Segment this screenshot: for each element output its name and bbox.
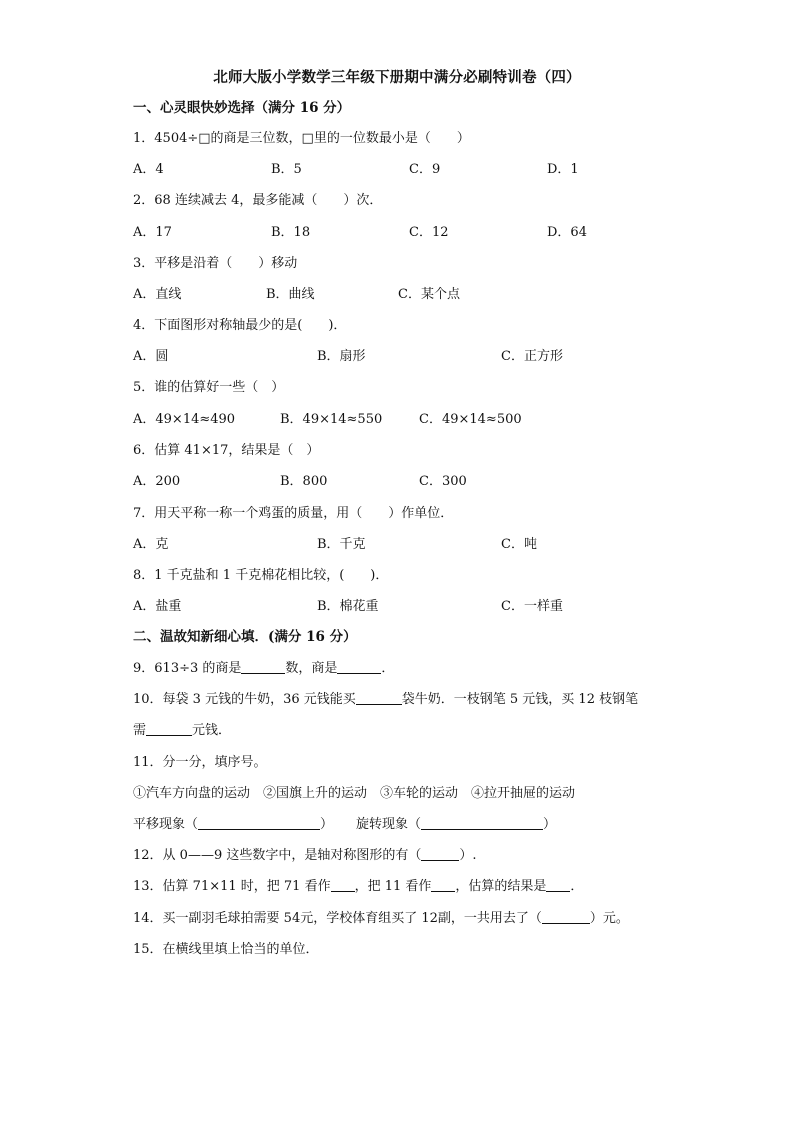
question-7: 7．用天平称一称一个鸡蛋的质量，用（ ）作单位． <box>133 506 454 521</box>
q8-option-a: A．盐重 <box>133 599 182 614</box>
q14-text-b: ）元。 <box>589 911 629 926</box>
q12-text-b: ）. <box>459 848 477 863</box>
q5-option-c: C．49×14≈500 <box>419 412 522 427</box>
q13-text-c: ，估算的结果是 <box>455 879 547 894</box>
q11-rotation-close: ） <box>543 817 557 832</box>
q1-option-b: B．5 <box>271 162 302 177</box>
q5-option-b: B．49×14≈550 <box>280 412 383 427</box>
q2-option-d: D．64 <box>547 225 587 240</box>
q10-text-b: 袋牛奶．一枝钢笔 5 元钱，买 12 枝钢笔 <box>401 692 639 707</box>
q13-text-a: 13．估算 71×11 时，把 71 看作 <box>133 879 331 894</box>
question-11: 11．分一分，填序号。 <box>133 755 267 770</box>
q13-text-d: ． <box>570 879 584 894</box>
section-heading-2: 二、温故知新细心填．(满分 16 分） <box>133 629 357 645</box>
q7-option-c: C．吨 <box>501 537 537 552</box>
q14-blank[interactable] <box>542 910 590 924</box>
question-10 <box>133 691 638 709</box>
question-5: 5．谁的估算好一些（ ） <box>133 380 285 395</box>
q6-option-b: B．800 <box>280 474 328 489</box>
question-10-cont <box>133 722 231 740</box>
q1-option-d: D．1 <box>547 162 579 177</box>
q3-option-c: C．某个点 <box>398 287 460 302</box>
q11-rotation-blank[interactable] <box>421 816 543 830</box>
question-1: 1．4504÷□的商是三位数，□里的一位数最小是（ ） <box>133 131 470 146</box>
question-6: 6．估算 41×17，结果是（ ） <box>133 443 320 458</box>
q10-text-a: 10．每袋 3 元钱的牛奶，36 元钱能买 <box>133 692 356 707</box>
question-15: 15．在横线里填上恰当的单位． <box>133 942 319 957</box>
q1-option-c: C．9 <box>409 162 441 177</box>
question-2: 2．68 连续减去 4，最多能减（ ）次． <box>133 193 383 208</box>
question-8: 8．1 千克盐和 1 千克棉花相比较，( )． <box>133 568 389 583</box>
q9-blank-2[interactable] <box>337 660 381 674</box>
q14-text-a: 14．买一副羽毛球拍需要 54元，学校体育组买了 12副，一共用去了（ <box>133 911 542 926</box>
q11-translation-close: ） <box>320 817 334 832</box>
page-title: 北师大版小学数学三年级下册期中满分必刷特训卷（四） <box>213 69 581 86</box>
q4-option-a: A．圆 <box>133 349 169 364</box>
q2-option-c: C．12 <box>409 225 449 240</box>
q3-option-b: B．曲线 <box>266 287 315 302</box>
q9-blank-1[interactable] <box>241 660 285 674</box>
question-12 <box>133 847 477 865</box>
q11-translation-blank[interactable] <box>198 816 320 830</box>
q10-blank-1[interactable] <box>356 691 402 705</box>
q13-blank-1[interactable] <box>331 878 355 892</box>
q8-option-b: B．棉花重 <box>317 599 379 614</box>
question-4: 4．下面图形对称轴最少的是( )． <box>133 318 347 333</box>
q11-items: ①汽车方向盘的运动 ②国旗上升的运动 ③车轮的运动 ④拉开抽屉的运动 <box>133 786 576 801</box>
q12-text-a: 12．从 0——9 这些数字中，是轴对称图形的有（ <box>133 848 422 863</box>
question-9 <box>133 660 394 678</box>
q4-option-c: C．正方形 <box>501 349 563 364</box>
question-13 <box>133 878 583 896</box>
q5-option-a: A．49×14≈490 <box>133 412 236 427</box>
q10-text-c: 需 <box>133 723 147 738</box>
q9-text-b: 数，商是 <box>285 661 338 676</box>
section-heading-1: 一、心灵眼快妙选择（满分 16 分） <box>133 100 351 116</box>
q10-blank-2[interactable] <box>146 722 192 736</box>
q11-translation-row <box>133 816 333 834</box>
q13-text-b: ，把 11 看作 <box>354 879 432 894</box>
q12-blank[interactable] <box>421 847 459 861</box>
q9-text-a: 9．613÷3 的商是 <box>133 661 242 676</box>
q3-option-a: A．直线 <box>133 287 182 302</box>
question-3: 3．平移是沿着（ ）移动 <box>133 256 298 271</box>
q11-rotation-label: 旋转现象（ <box>356 817 422 832</box>
q2-option-b: B．18 <box>271 225 311 240</box>
q11-translation-label: 平移现象（ <box>133 817 199 832</box>
q6-option-c: C．300 <box>419 474 467 489</box>
q4-option-b: B．扇形 <box>317 349 366 364</box>
q2-option-a: A．17 <box>133 225 172 240</box>
q10-text-d: 元钱． <box>192 723 232 738</box>
q7-option-b: B．千克 <box>317 537 366 552</box>
q13-blank-3[interactable] <box>546 878 570 892</box>
q8-option-c: C．一样重 <box>501 599 563 614</box>
q7-option-a: A．克 <box>133 537 169 552</box>
question-14 <box>133 910 629 928</box>
q13-blank-2[interactable] <box>431 878 455 892</box>
q1-option-a: A．4 <box>133 162 164 177</box>
q11-rotation-row <box>356 816 556 834</box>
q9-text-c: ． <box>381 661 395 676</box>
q6-option-a: A．200 <box>133 474 181 489</box>
